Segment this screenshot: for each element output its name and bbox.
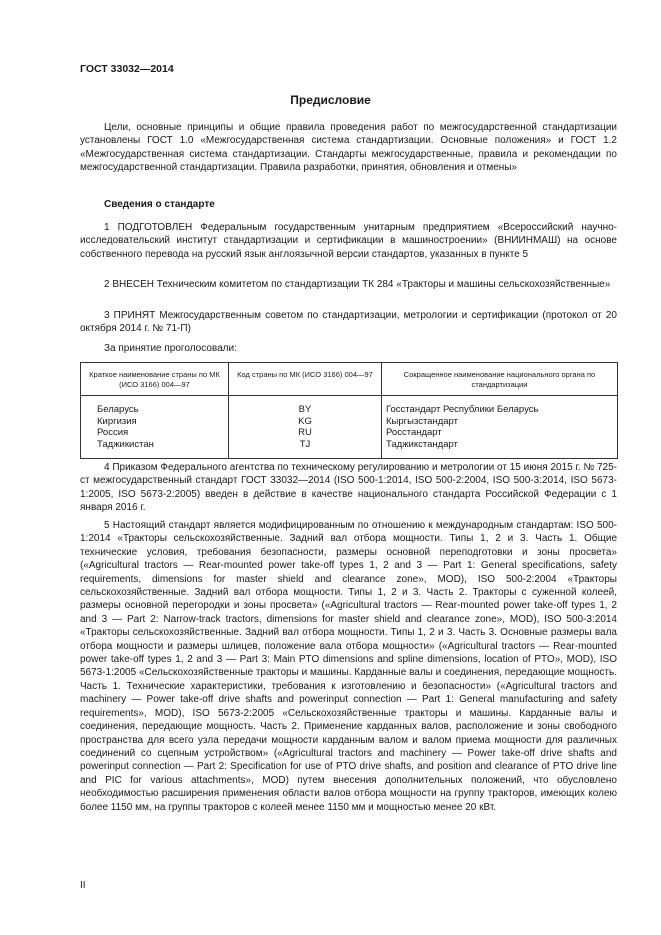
body-cell: Госстандарт Республики Беларусь [382, 396, 618, 416]
code-cell: RU [229, 427, 382, 439]
intro-paragraph: Цели, основные принципы и общие правила проведения работ по межгосударственной стандартизации установлены ГОСТ 1.0 «Межгосударственная система стандартизации. Основные положения» и ГОСТ 1.2 «Межгосударственная система стандартизации. Стандарты межгосударственные, правила и рекомендации по межгосударственной стандартизации. Правила разработки, принятия, обновления и отмены» [80, 122, 617, 174]
item-3-paragraph: 3 ПРИНЯТ Межгосударственным советом по стандартизации, метрологии и сертификации (протокол от 20 октября 2014 г. № 71-П) [80, 310, 617, 335]
document-header: ГОСТ 33032—2014 [80, 63, 174, 75]
vote-intro: За принятие проголосовали: [104, 343, 237, 354]
country-cell: Киргизия [81, 416, 229, 428]
voting-table [80, 362, 618, 459]
about-heading: Сведения о стандарте [104, 199, 215, 210]
table-header-code: Код страны по МК (ИСО 3166) 004—97 [229, 363, 382, 396]
table-row [81, 396, 618, 416]
page-title: Предисловие [290, 93, 371, 107]
item-4-paragraph: 4 Приказом Федерального агентства по техническому регулированию и метрологии от 15 июня 2015 г. № 725-ст межгосударственный стандарт ГОСТ 33032—2014 (ISO 500-1:2014, ISO 500-2:2004, ISO 500-3:2014, ISO 5673-1:2005, ISO 5673-2:2005) введен в действие в качестве национального стандарта Российской Федерации с 1 января 2016 г. [80, 462, 617, 514]
table-header-body: Сокращенное наименование национального органа по стандартизации [382, 363, 618, 396]
table-header-country: Краткое наименование страны по МК (ИСО 3166) 004—97 [81, 363, 229, 396]
table-row [81, 439, 618, 459]
code-cell: BY [229, 396, 382, 416]
body-cell: Росстандарт [382, 427, 618, 439]
code-cell: TJ [229, 439, 382, 459]
item-1-paragraph: 1 ПОДГОТОВЛЕН Федеральным государственным унитарным предприятием «Всероссийский научно-исследовательский институт стандартизации и сертификации в машиностроении» (ВНИИНМАШ) на основе собственного перевода на русский язык англоязычной версии стандартов, указанных в пункте 5 [80, 222, 617, 260]
code-cell: KG [229, 416, 382, 428]
table-row [81, 416, 618, 428]
country-cell: Таджикистан [81, 439, 229, 459]
table-header-row [81, 363, 618, 396]
page-number: II [80, 880, 86, 891]
item-5-paragraph: 5 Настоящий стандарт является модифицированным по отношению к международным стандартам: ISO 500-1:2014 «Тракторы сельскохозяйственные. Задний вал отбора мощности. Типы 1, 2 и 3. Часть 1. Общие технические условия, требования безопасности, размеры основной переподготовки и зоны просвета» («Agricultural tractors — Rear-mounted power take-off types 1, 2 and 3 — Part 1: General specifications, safety requirements, dimensions for master shield and clearance zone», MOD), ISO 500-2:2004 «Тракторы сельскохозяйственные. Задний вал отбора мощности. Типы 1, 2 и 3. Часть 2. Тракторы с суженной колеей, размеры основной перегородки и зоны просвета» («Agricultural tractors — Rear-mounted power take-off types 1, 2 and 3 — Part 2: Narrow-track tractors, dimensions for master shield and clearance zone», MOD), ISO 500-3:2014 «Тракторы сельскохозяйственные. Задний вал отбора мощности. Типы 1, 2 и 3. Часть 3. Основные размеры вала отбора мощности и размеры шлицев, положение вала отбора мощности» («Agricultural tractors — Rear-mounted power take-off types 1, 2 and 3 — Part 3: Main PTO dimensions and spline dimensions, location of PTO», MOD), ISO 5673-1:2005 «Сельскохозяйственные тракторы и машины. Карданные валы и соединения, передающие мощность. Часть 1. Технические характеристики, требования к изготовлению и безопасности» («Agricultural tractors and machinery — Power take-off drive shafts and powerinput connection — Part 1: General manufacturing and safety requirements», MOD), ISO 5673-2:2005 «Сельскохозяйственные тракторы и машины. Карданные валы и соединения, передающие мощность. Часть 2. Применение карданных валов, расположение и зоны свободного пространства для всего узла передачи мощности карданным валом и валом приема мощности для различных соединений со сцепным устройством» («Agricultural tractors and machinery — Power take-off drive shafts and powerinput connection — Part 2: Specification for use of PTO drive shafts, and position and clearance of PTO drive line and PIC for various attachments», MOD) путем внесения дополнительных положений, что обусловлено необходимостью расширения применения области валов отбора мощности на группу тракторов, имеющих колею более 1150 мм, на группы тракторов с колеей менее 1150 мм и мощностью менее 20 кВт. [80, 520, 617, 813]
item-2-paragraph: 2 ВНЕСЕН Техническим комитетом по стандартизации ТК 284 «Тракторы и машины сельскохозяйственные» [104, 279, 611, 290]
body-cell: Таджикстандарт [382, 439, 618, 459]
table-row [81, 427, 618, 439]
body-cell: Кыргызстандарт [382, 416, 618, 428]
country-cell: Россия [81, 427, 229, 439]
country-cell: Беларусь [81, 396, 229, 416]
